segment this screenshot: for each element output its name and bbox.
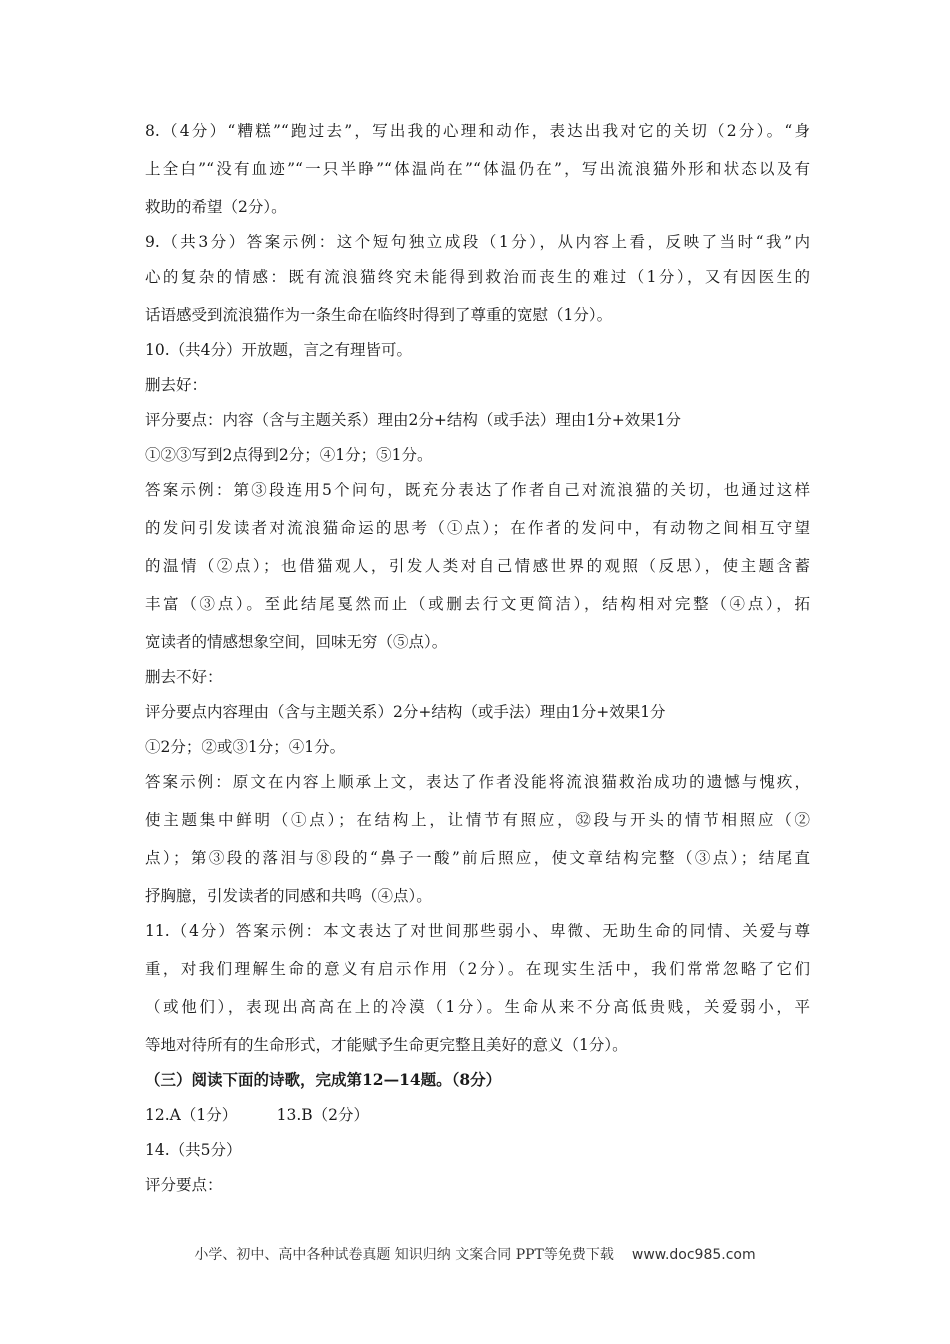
text-line: ①2分；②或③1分；④1分。 <box>145 738 346 756</box>
section-heading: （三）阅读下面的诗歌，完成第12—14题。（8分） <box>145 1070 502 1089</box>
text-line: 的温情（②点）；也借猫观人，引发人类对自己情感世界的观照（反思），使主题含蓄 <box>145 557 810 575</box>
text-line: 评分要点： <box>145 1176 223 1194</box>
text-line: 11.（4分）答案示例：本文表达了对世间那些弱小、卑微、无助生命的同情、关爱与尊 <box>145 922 810 940</box>
answer-content <box>145 118 810 1207</box>
text-line: 丰富（③点）。至此结尾戛然而止（或删去行文更简洁），结构相对完整（④点），拓 <box>145 595 810 613</box>
page-footer <box>0 1244 950 1264</box>
text-line: 14.（共5分） <box>145 1141 242 1159</box>
text-line: 救助的希望（2分）。 <box>145 198 287 216</box>
footer-text: 小学、初中、高中各种试卷真题 知识归纳 文案合同 PPT等免费下载 <box>194 1247 614 1263</box>
text-line: 8.（4分）“糟糕”“跑过去”，写出我的心理和动作，表达出我对它的关切（2分）。“身 <box>145 122 810 140</box>
text-line: 9.（共3分）答案示例：这个短句独立成段（1分），从内容上看，反映了当时“我”内 <box>145 233 810 251</box>
text-line: ①②③写到2点得到2分；④1分；⑤1分。 <box>145 446 433 464</box>
text-line: 删去好： <box>145 376 208 394</box>
text-line: （或他们），表现出高高在上的冷漠（1分）。生命从来不分高低贵贱，关爱弱小，平 <box>145 998 810 1016</box>
text-line: 上全白”“没有血迹”“一只半睁”“体温尚在”“体温仍在”，写出流浪猫外形和状态以及有 <box>145 160 810 178</box>
text-line: 删去不好： <box>145 668 223 686</box>
text-line: 抒胸臆，引发读者的同感和共鸣（④点）。 <box>145 887 432 905</box>
text-line: 点）；第③段的落泪与⑧段的“鼻子一酸”前后照应，使文章结构完整（③点）；结尾直 <box>145 849 810 867</box>
text-line: 重，对我们理解生命的意义有启示作用（2分）。在现实生活中，我们常常忽略了它们 <box>145 960 810 978</box>
text-line: 评分要点内容理由（含与主题关系）2分+结构（或手法）理由1分+效果1分 <box>145 703 666 721</box>
text-line: 的发问引发读者对流浪猫命运的思考（①点）；在作者的发问中，有动物之间相互守望 <box>145 519 810 537</box>
text-line: 答案示例：第③段连用5个问句，既充分表达了作者自己对流浪猫的关切，也通过这样 <box>145 481 810 499</box>
text-line: 心的复杂的情感：既有流浪猫终究未能得到救治而丧生的难过（1分），又有因医生的 <box>145 268 810 286</box>
text-line: 评分要点：内容（含与主题关系）理由2分+结构（或手法）理由1分+效果1分 <box>145 411 682 429</box>
text-line: 宽读者的情感想象空间，回味无穷（⑤点）。 <box>145 633 448 651</box>
text-line: 答案示例：原文在内容上顺承上文，表达了作者没能将流浪猫救治成功的遗憾与愧疚， <box>145 773 810 791</box>
footer-site: www.doc985.com <box>631 1247 756 1263</box>
text-line: 10.（共4分）开放题，言之有理皆可。 <box>145 341 413 359</box>
text-line: 话语感受到流浪猫作为一条生命在临终时得到了尊重的宽慰（1分）。 <box>145 306 613 324</box>
text-line: 等地对待所有的生命形式，才能赋予生命更完整且美好的意义（1分）。 <box>145 1036 628 1054</box>
text-line: 使主题集中鲜明（①点）；在结构上，让情节有照应，㉜段与开头的情节相照应（② <box>145 811 810 829</box>
text-line: 12.A（1分） 13.B（2分） <box>145 1106 370 1124</box>
